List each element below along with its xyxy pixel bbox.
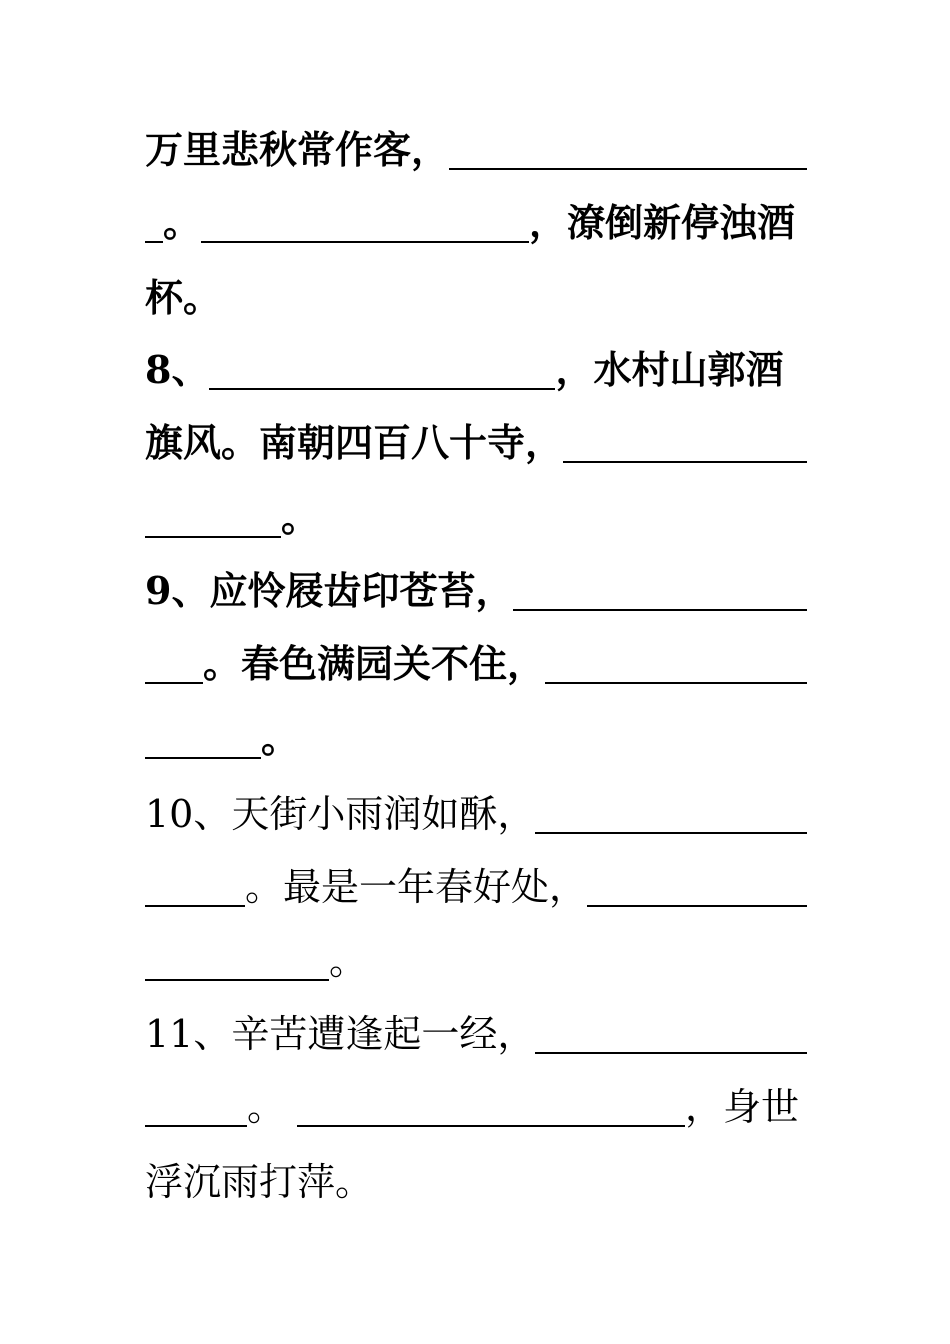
answer-blank[interactable] <box>535 1014 807 1054</box>
poem-line-8 <box>145 640 807 688</box>
poem-line-11 <box>145 863 807 911</box>
poem-line-13 <box>145 1010 807 1058</box>
line-text: 11、辛苦遭逢起一经， <box>145 1012 536 1056</box>
line-text: 旗风。南朝四百八十寺， <box>145 420 564 465</box>
answer-blank[interactable] <box>145 644 203 684</box>
poem-line-4 <box>145 346 807 394</box>
poem-line-15 <box>145 1158 807 1206</box>
poem-line-3 <box>145 274 807 322</box>
answer-blank[interactable] <box>201 203 529 243</box>
line-text: 。 <box>261 716 300 761</box>
answer-blank[interactable] <box>145 941 329 981</box>
answer-blank[interactable] <box>297 1087 685 1127</box>
poem-line-2 <box>145 199 807 247</box>
line-text: 浮沉雨打萍。 <box>145 1160 374 1204</box>
line-text: 10、天街小雨润如酥， <box>145 792 536 836</box>
poem-line-9 <box>145 715 807 763</box>
poem-line-1 <box>145 126 807 174</box>
line-text: 杯。 <box>145 275 222 320</box>
line-text: 。 <box>247 1085 286 1129</box>
line-text: ，身世 <box>685 1085 800 1129</box>
line-text: 。春色满园关不住， <box>203 641 546 686</box>
answer-blank[interactable] <box>449 130 807 170</box>
answer-blank[interactable] <box>513 571 807 611</box>
poem-line-14 <box>145 1083 807 1131</box>
line-text: ，潦倒新停浊酒 <box>529 200 796 245</box>
line-text: 。 <box>281 495 320 540</box>
line-text: 9、应怜屐齿印苍苔， <box>145 568 514 613</box>
poem-line-12 <box>145 937 807 985</box>
poem-line-6 <box>145 494 807 542</box>
answer-blank[interactable] <box>535 794 807 834</box>
answer-blank[interactable] <box>563 423 807 463</box>
line-text: 。 <box>329 939 368 983</box>
line-text: 。 <box>163 200 202 245</box>
answer-blank[interactable] <box>145 203 163 243</box>
answer-blank[interactable] <box>145 867 245 907</box>
answer-blank[interactable] <box>545 644 807 684</box>
line-text: ，水村山郭酒 <box>555 347 784 392</box>
poem-line-5 <box>145 419 807 467</box>
answer-blank[interactable] <box>145 1087 247 1127</box>
answer-blank[interactable] <box>209 350 555 390</box>
poem-line-7 <box>145 567 807 615</box>
line-text: 万里悲秋常作客， <box>145 127 450 172</box>
answer-blank[interactable] <box>587 867 807 907</box>
answer-blank[interactable] <box>145 719 261 759</box>
line-text: 8、 <box>145 347 210 392</box>
line-text: 。最是一年春好处， <box>245 865 588 909</box>
poem-line-10 <box>145 790 807 838</box>
answer-blank[interactable] <box>145 498 281 538</box>
